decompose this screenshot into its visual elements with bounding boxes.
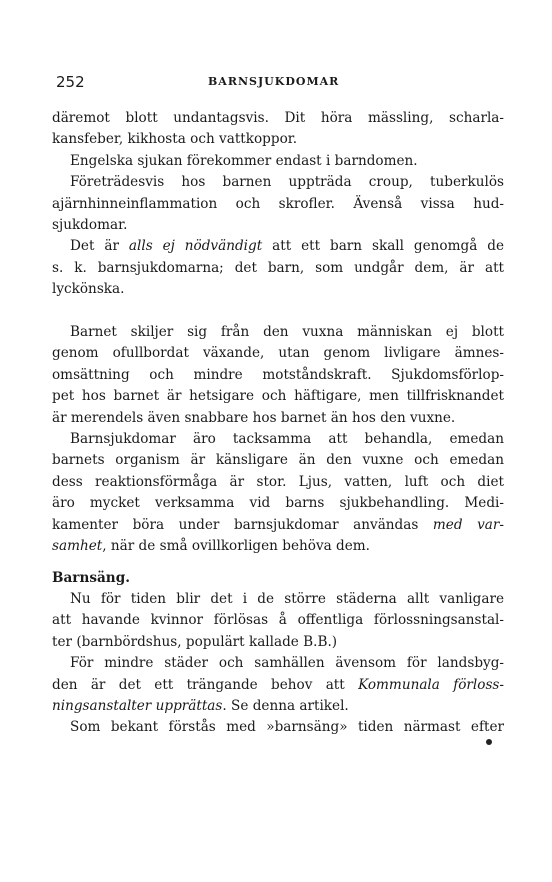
text-run: . Se denna artikel.	[222, 697, 349, 714]
text-line: genom ofullbordat växande, utan genom livligare ämnes-	[52, 345, 504, 362]
emphasis-text: alls ej nödvändigt	[128, 238, 263, 255]
text-line: barnets organism är känsligare än den vuxne och emedan	[52, 452, 504, 469]
text-line: Nu för tiden blir det i de större städerna allt vanligare	[70, 590, 504, 607]
text-line: däremot blott undantagsvis. Dit höra mässling, scharla-	[52, 110, 504, 126]
text-line: Barnet skiljer sig från den vuxna människan ej blott	[70, 324, 504, 341]
text-line	[52, 515, 504, 536]
emphasis-text: Kommunala förloss-	[358, 676, 504, 693]
text-line: dess reaktionsförmåga är stor. Ljus, vatten, luft och diet	[52, 473, 504, 490]
section-title: Barnsäng.	[52, 569, 130, 586]
text-line: För mindre städer och samhällen ävensom för landsbyg-	[70, 655, 504, 672]
text-line: äro mycket verksamma vid barns sjukbehandling. Medi-	[52, 495, 504, 512]
paragraph-gap	[52, 301, 504, 322]
text-line: att havande kvinnor förlösas å offentliga förlossningsanstal-	[52, 612, 504, 629]
text-line: är merendels även snabbare hos barnet än hos den vuxne.	[52, 409, 456, 426]
text-run: kamenter böra under barnsjukdomar användas	[52, 516, 433, 533]
text-line: Företrädesvis hos barnen uppträda croup, tuberkulös	[70, 174, 504, 191]
text-line	[52, 696, 504, 717]
body-text	[52, 108, 504, 739]
emphasis-text: samhet	[52, 538, 103, 555]
text-run: , när de små ovillkorligen behöva dem.	[102, 538, 371, 555]
text-line: pet hos barnet är hetsigare och häftigare, men tillfrisknandet	[52, 388, 504, 405]
emphasis-text: med var-	[432, 516, 504, 533]
text-line: omsättning och mindre motståndskraft. Sjukdomsförlop-	[52, 366, 504, 383]
margin-dot	[486, 739, 492, 745]
text-line: sjukdomar.	[52, 217, 128, 234]
text-line: ajärnhinneinflammation och skrofler. Ävenså vissa hud-	[52, 195, 504, 212]
page-header	[56, 73, 504, 93]
text-line	[52, 675, 504, 696]
text-line: Som bekant förstås med »barnsäng» tiden närmast efter	[70, 719, 504, 736]
text-line: s. k. barnsjukdomarna; det barn, som undgår dem, är att	[52, 259, 504, 276]
text-line: Engelska sjukan förekommer endast i barndomen.	[70, 152, 418, 169]
text-run: att ett barn skall genomgå de	[262, 238, 504, 255]
text-line: kansfeber, kikhosta och vattkoppor.	[52, 131, 298, 148]
page-number: 252	[56, 73, 85, 91]
text-line	[52, 536, 504, 557]
text-line: Barnsjukdomar äro tacksamma att behandla, emedan	[70, 431, 504, 448]
text-line: ter (barnbördshus, populärt kallade B.B.)	[52, 633, 338, 650]
text-line: lyckönska.	[52, 281, 125, 298]
text-run: den är det ett trängande behov att	[52, 676, 359, 693]
text-run: Det är	[70, 238, 129, 255]
running-head: BARNSJUKDOMAR	[208, 75, 340, 88]
emphasis-text: ningsanstalter upprättas	[52, 697, 223, 714]
text-line	[52, 236, 504, 257]
